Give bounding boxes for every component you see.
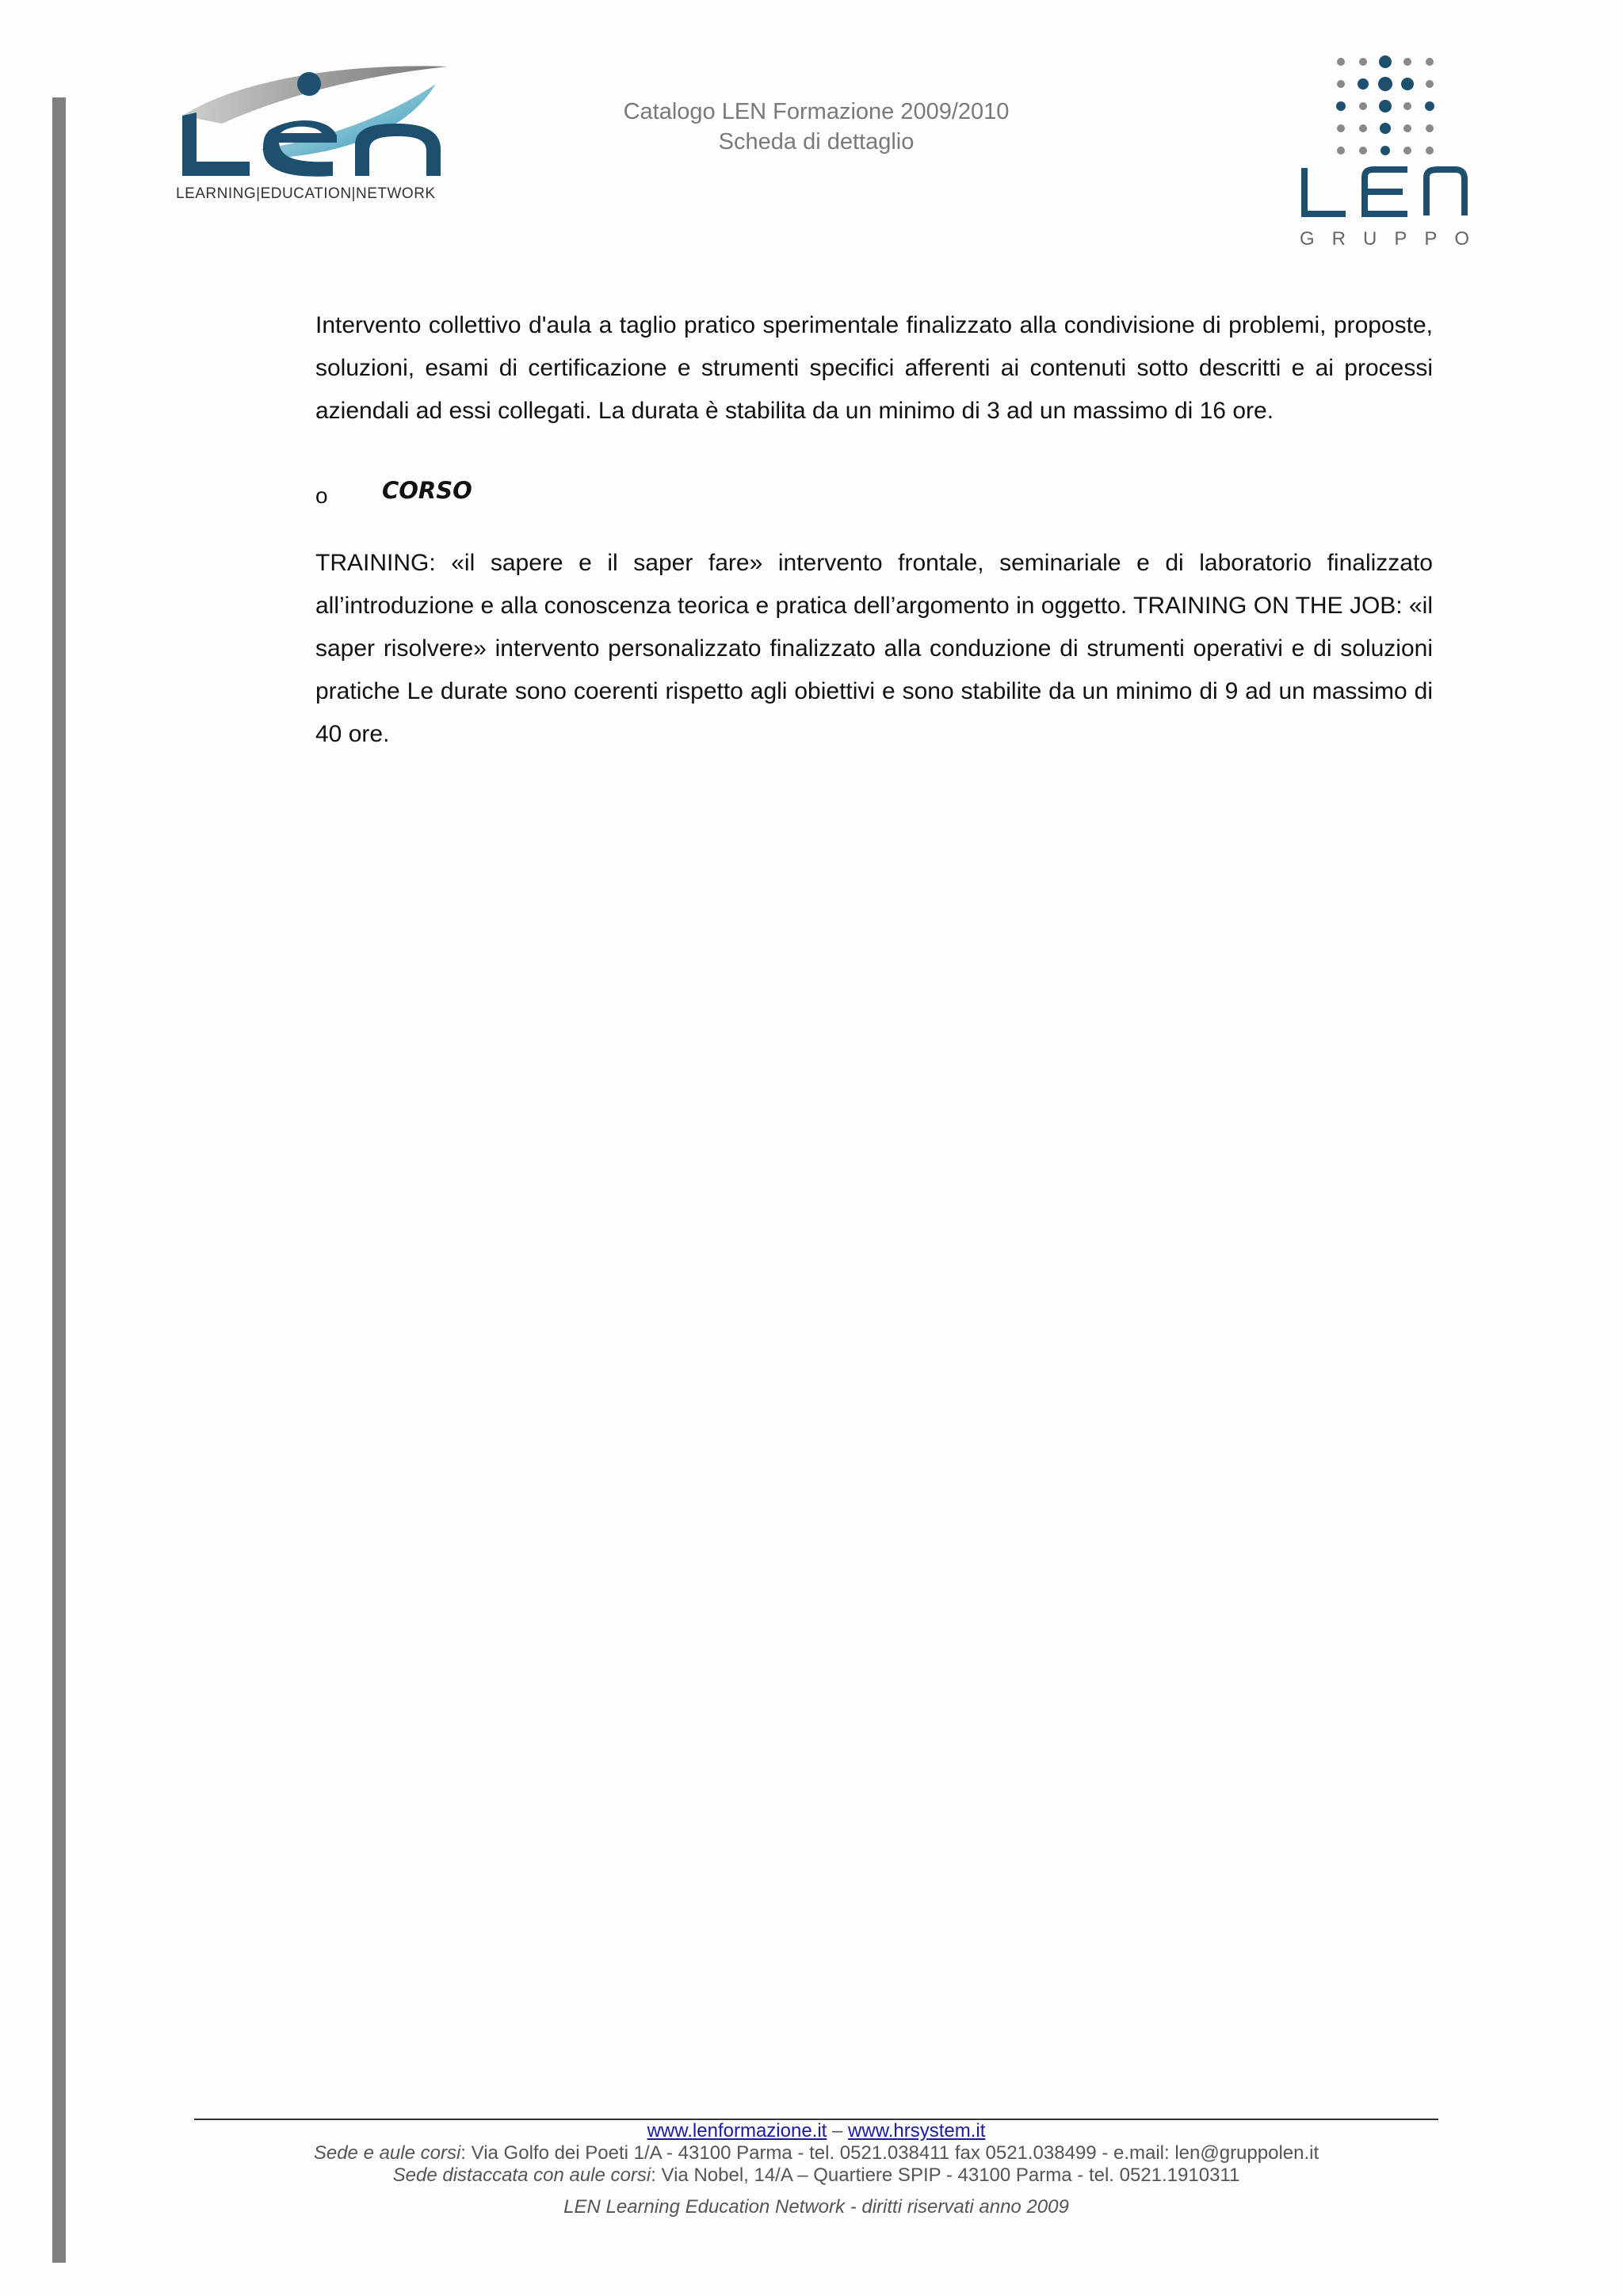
len-logo [174,60,453,208]
catalog-title: Catalogo LEN Formazione 2009/2010 [623,99,1010,124]
intro-text: Intervento collettivo d'aula a taglio pratico sperimentale finalizzato alla condivisione di problemi, proposte, soluzioni, esami di certificazione e strumenti specifici afferenti ai contenuti sotto descritti e ai processi aziendali ad essi collegati. La durata è stabilita da un minimo di 3 ad un massimo di 16 ore. [315,312,1433,424]
bullet-circle-icon: o [315,483,328,508]
dot-grid-icon [1335,55,1438,158]
len-gruppo-logo [1300,55,1474,254]
training-paragraph [315,518,1433,780]
len-wordmark [1300,166,1469,219]
footer-copyright: LEN Learning Education Network - diritti riservati anno 2009 [563,2196,1069,2218]
footer-links [194,2120,1438,2142]
section-heading: CORSO [382,477,472,504]
footer-address-branch: Sede distaccata con aule corsi: Via Nobel, 14/A – Quartiere SPIP - 43100 Parma - tel. 0521.1910311 [392,2164,1240,2186]
hrsystem-link[interactable]: www.hrsystem.it [848,2120,986,2142]
lenformazione-link[interactable]: www.lenformazione.it [647,2120,827,2142]
len-logo-graphic [174,60,453,187]
catalog-subtitle: Scheda di dettaglio [718,129,915,154]
document-header [555,97,1078,157]
training-text: TRAINING: «il sapere e il saper fare» intervento frontale, seminariale e di laboratorio finalizzato all’introduzione e alla conoscenza teorica e pratica dell’argomento in oggetto. TRAINING ON THE JOB: «il saper risolvere» intervento personalizzato finalizzato alla conduzione di strumenti operativi e di soluzioni pratiche Le durate sono coerenti rispetto agli obiettivi e sono stabilite da un minimo di 9 ad un massimo di 40 ore. [315,550,1433,747]
gruppo-label: G R U P P O [1300,228,1469,250]
description-paragraph [315,304,1433,433]
logo-tagline: LEARNING|EDUCATION|NETWORK [176,185,436,202]
footer-separator: – [832,2120,843,2142]
footer-address-main: Sede e aule corsi: Via Golfo dei Poeti 1/A - 43100 Parma - tel. 0521.038411 fax 0521.038499 - e.mail: len@gruppolen.it [313,2142,1319,2164]
page-margin-bar [52,97,66,2263]
page-footer [194,2120,1438,2218]
